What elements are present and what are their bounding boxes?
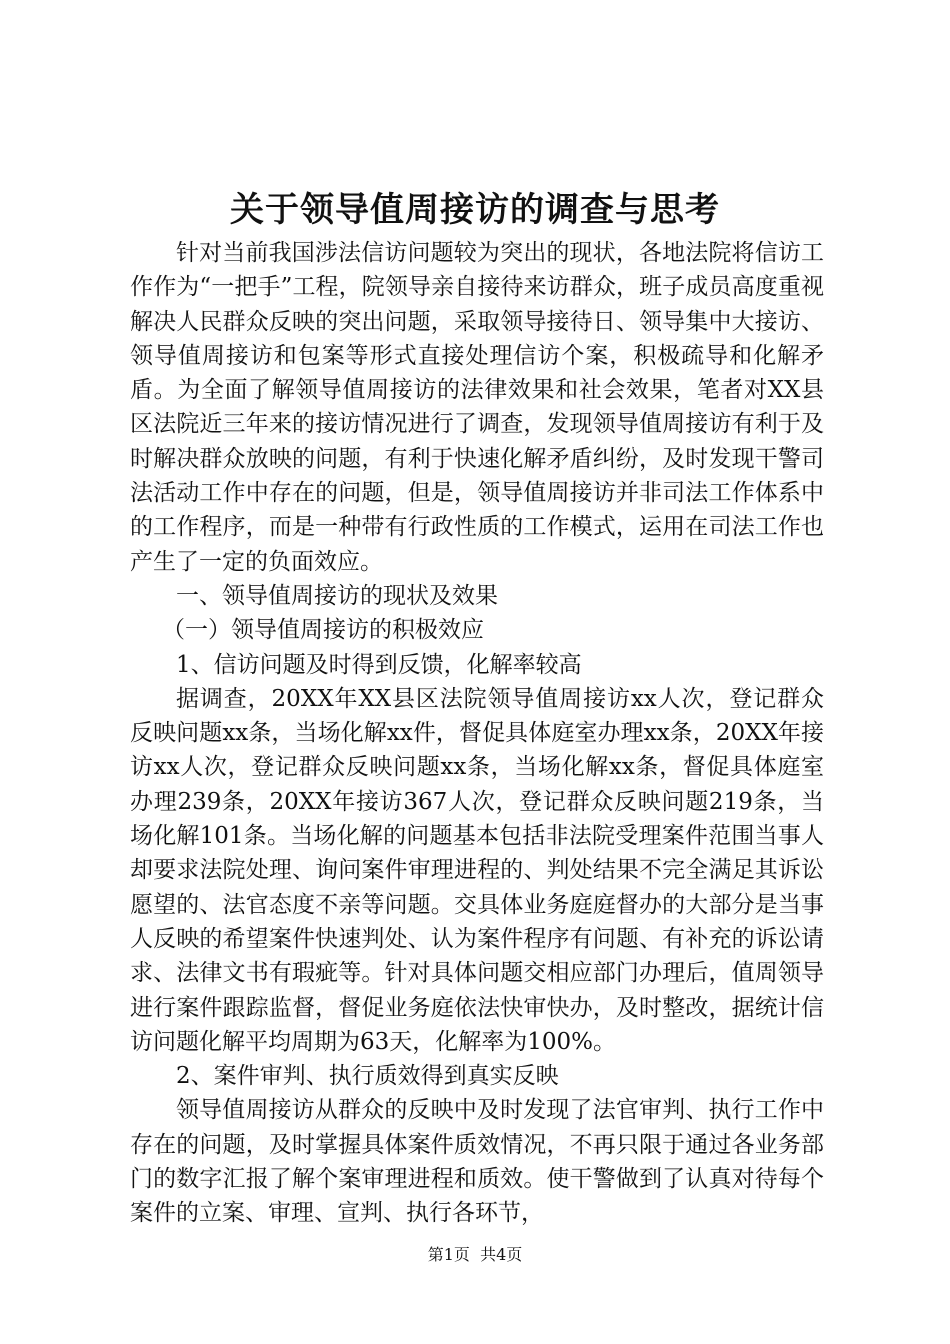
subsection-heading-1: （一）领导值周接访的积极效应 — [162, 617, 484, 644]
document-body — [130, 236, 824, 1231]
point-heading-1: 1、信访问题及时得到反馈，化解率较高 — [176, 651, 582, 678]
survey-paragraph: 据调查，20XX年XX县区法院领导值周接访xx人次，登记群众反映问题xx条，当场化解xx件，督促具体庭室办理xx条，20XX年接访xx人次，登记群众反映问题xx条，当场化解xx条，督促具体庭室办理239条，20XX年接访367人次，登记群众反映问题219条，当场化解101条。当场化解的问题基本包括非法院受理案件范围当事人却要求法院处理、询问案件审理进程的、判处结果不完全满足其诉讼愿望的、法官态度不亲等问题。交具体业务庭庭督办的大部分是当事人反映的希望案件快速判处、认为案件程序有问题、有补充的诉讼请求、法律文书有瑕疵等。针对具体问题交相应部门办理后，值周领导进行案件跟踪监督，督促业务庭依法快审快办，及时整改，据统计信访问题化解平均周期为63天，化解率为100%。 — [130, 685, 824, 1055]
point-heading-2: 2、案件审判、执行质效得到真实反映 — [176, 1063, 559, 1090]
document-title: 关于领导值周接访的调查与思考 — [230, 190, 720, 230]
section-heading-1: 一、领导值周接访的现状及效果 — [176, 582, 498, 609]
intro-paragraph: 针对当前我国涉法信访问题较为突出的现状，各地法院将信访工作作为“一把手”工程，院领导亲自接待来访群众，班子成员高度重视解决人民群众反映的突出问题，采取领导接待日、领导集中大接访、领导值周接访和包案等形式直接处理信访个案，积极疏导和化解矛盾。为全面了解领导值周接访的法律效果和社会效果，笔者对XX县区法院近三年来的接访情况进行了调查，发现领导值周接访有利于及时解决群众放映的问题，有利于快速化解矛盾纠纷，及时发现干警司法活动工作中存在的问题，但是，领导值周接访并非司法工作体系中的工作程序，而是一种带有行政性质的工作模式，运用在司法工作也产生了一定的负面效应。 — [130, 240, 824, 575]
quality-paragraph: 领导值周接访从群众的反映中及时发现了法官审判、执行工作中存在的问题，及时掌握具体案件质效情况，不再只限于通过各业务部门的数字汇报了解个案审理进程和质效。使干警做到了认真对待每个案件的立案、审理、宣判、执行各环节， — [130, 1097, 824, 1227]
page-number-footer: 第1页 共4页 — [427, 1245, 523, 1264]
